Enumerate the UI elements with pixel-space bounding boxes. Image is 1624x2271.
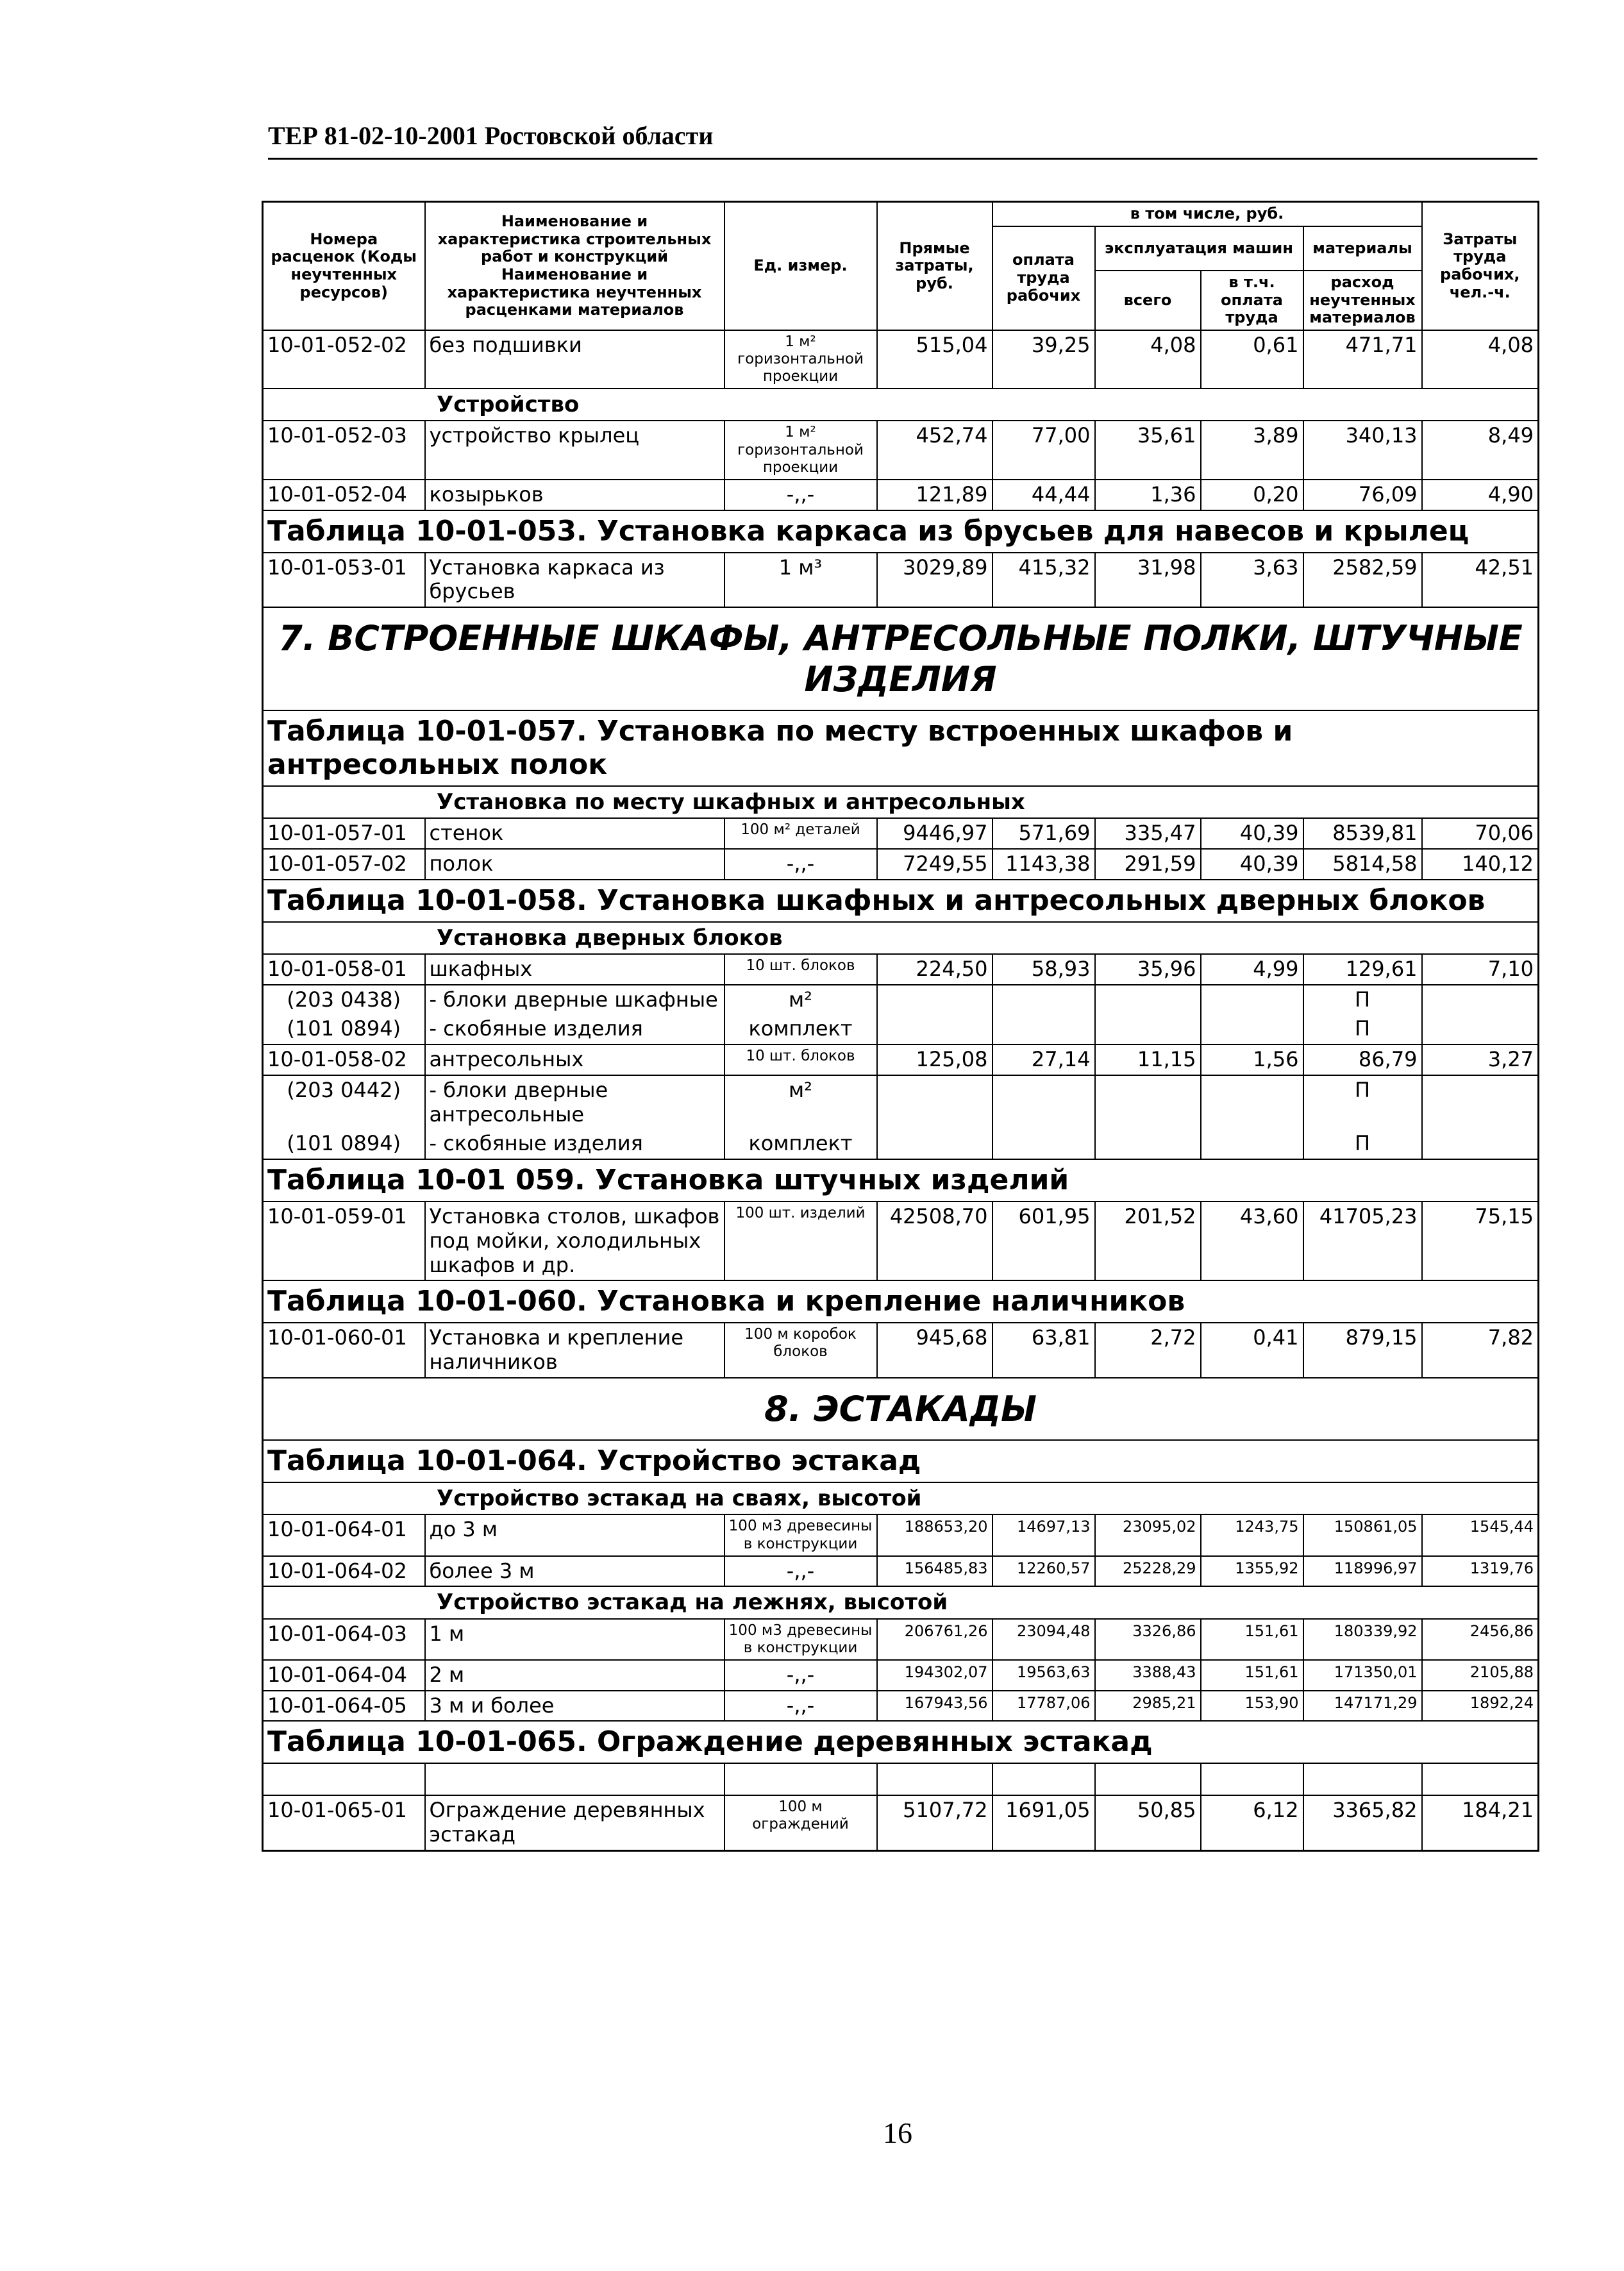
rate-code: 10-01-052-02 [263, 330, 425, 389]
materials: 150861,05 [1303, 1514, 1422, 1555]
table-title-row [263, 510, 1539, 553]
rate-code: 10-01-064-03 [263, 1619, 425, 1660]
labor-costs: 4,08 [1422, 330, 1539, 389]
spacer-row [263, 1763, 1539, 1795]
wages: 27,14 [992, 1044, 1095, 1075]
machines-total: 291,59 [1095, 849, 1201, 880]
table-row [263, 818, 1539, 849]
table-title-row [263, 1280, 1539, 1323]
rate-code: 10-01-057-01 [263, 818, 425, 849]
direct-costs: 194302,07 [877, 1660, 992, 1691]
labor-costs: 140,12 [1422, 849, 1539, 880]
header-materials: материалы [1303, 226, 1422, 271]
header-wages: оплата труда рабочих [992, 226, 1095, 330]
rate-unit: 100 м3 древесины в конструкции [724, 1619, 877, 1660]
direct-costs: 156485,83 [877, 1556, 992, 1587]
wages: 601,95 [992, 1202, 1095, 1280]
empty-cell [992, 1014, 1095, 1044]
rate-code: 10-01-064-01 [263, 1514, 425, 1555]
resource-code: (101 0894) [263, 1014, 425, 1044]
table-title: Таблица 10-01-057. Установка по месту встроенных шкафов и антресольных полок [263, 710, 1539, 786]
header-unit: Ед. измер. [724, 202, 877, 331]
table-row [263, 1619, 1539, 1660]
machines-total: 3388,43 [1095, 1660, 1201, 1691]
empty-cell [877, 1129, 992, 1159]
direct-costs: 42508,70 [877, 1202, 992, 1280]
rate-code: 10-01-060-01 [263, 1323, 425, 1378]
resource-unit: комплект [724, 1014, 877, 1044]
section-heading-row [263, 607, 1539, 710]
materials: 118996,97 [1303, 1556, 1422, 1587]
direct-costs: 224,50 [877, 954, 992, 985]
rate-unit: -,,- [724, 849, 877, 880]
rate-name: 2 м [425, 1660, 724, 1691]
labor-costs: 7,10 [1422, 954, 1539, 985]
empty-cell [992, 1763, 1095, 1795]
empty-cell [1422, 1763, 1539, 1795]
labor-costs: 1545,44 [1422, 1514, 1539, 1555]
materials: 8539,81 [1303, 818, 1422, 849]
empty-cell [1201, 1129, 1303, 1159]
empty-cell [877, 1763, 992, 1795]
empty-cell [1201, 1075, 1303, 1130]
table-title: Таблица 10-01-058. Установка шкафных и антресольных дверных блоков [263, 880, 1539, 922]
table-row [263, 954, 1539, 985]
labor-costs: 42,51 [1422, 553, 1539, 608]
group-heading: Устройство эстакад на сваях, высотой [263, 1482, 1539, 1514]
empty-cell [877, 985, 992, 1015]
resource-code: (203 0442) [263, 1075, 425, 1130]
wages: 77,00 [992, 421, 1095, 479]
rate-code: 10-01-058-01 [263, 954, 425, 985]
table-title: Таблица 10-01 059. Установка штучных изделий [263, 1159, 1539, 1202]
empty-cell [1095, 1075, 1201, 1130]
group-heading-row [263, 389, 1539, 421]
rate-code: 10-01-064-04 [263, 1660, 425, 1691]
wages: 1143,38 [992, 849, 1095, 880]
rate-unit: 1 м³ [724, 553, 877, 608]
wages: 17787,06 [992, 1691, 1095, 1722]
materials: 147171,29 [1303, 1691, 1422, 1722]
table-title-row [263, 1159, 1539, 1202]
resource-code: (101 0894) [263, 1129, 425, 1159]
rate-name: Установка каркаса из брусьев [425, 553, 724, 608]
materials: 76,09 [1303, 480, 1422, 510]
table-title-row [263, 710, 1539, 786]
empty-cell [263, 1763, 425, 1795]
group-heading: Устройство эстакад на лежнях, высотой [263, 1586, 1539, 1618]
header-code: Номера расценок (Коды неучтенных ресурсов) [263, 202, 425, 331]
header-row-1 [263, 202, 1539, 226]
rate-code: 10-01-053-01 [263, 553, 425, 608]
wages: 44,44 [992, 480, 1095, 510]
wages: 19563,63 [992, 1660, 1095, 1691]
rate-name: Ограждение деревянных эстакад [425, 1795, 724, 1850]
table-title: Таблица 10-01-053. Установка каркаса из брусьев для навесов и крылец [263, 510, 1539, 553]
header-labor: Затраты труда рабочих, чел.-ч. [1422, 202, 1539, 331]
direct-costs: 5107,72 [877, 1795, 992, 1850]
machines-total: 35,96 [1095, 954, 1201, 985]
machines-wages: 0,20 [1201, 480, 1303, 510]
section-heading: 7. ВСТРОЕННЫЕ ШКАФЫ, АНТРЕСОЛЬНЫЕ ПОЛКИ, ШТУЧНЫЕ ИЗДЕЛИЯ [263, 607, 1539, 710]
empty-cell [1095, 1014, 1201, 1044]
materials: 41705,23 [1303, 1202, 1422, 1280]
empty-cell [1422, 1075, 1539, 1130]
direct-costs: 125,08 [877, 1044, 992, 1075]
rate-unit: -,,- [724, 480, 877, 510]
machines-total: 50,85 [1095, 1795, 1201, 1850]
table-title: Таблица 10-01-064. Устройство эстакад [263, 1440, 1539, 1482]
empty-cell [1095, 1763, 1201, 1795]
direct-costs: 945,68 [877, 1323, 992, 1378]
table-row [263, 1691, 1539, 1722]
table-row [263, 330, 1539, 389]
header-machines-wages: в т.ч. оплата труда [1201, 271, 1303, 330]
labor-costs: 4,90 [1422, 480, 1539, 510]
wages: 14697,13 [992, 1514, 1095, 1555]
resource-materials-mark: П [1303, 1014, 1422, 1044]
rate-name: стенок [425, 818, 724, 849]
empty-cell [877, 1014, 992, 1044]
empty-cell [1201, 985, 1303, 1015]
empty-cell [992, 1075, 1095, 1130]
machines-total: 3326,86 [1095, 1619, 1201, 1660]
table-row [263, 1044, 1539, 1075]
rate-unit: 10 шт. блоков [724, 954, 877, 985]
materials: 86,79 [1303, 1044, 1422, 1075]
direct-costs: 452,74 [877, 421, 992, 479]
machines-wages: 151,61 [1201, 1619, 1303, 1660]
machines-wages: 3,63 [1201, 553, 1303, 608]
group-heading-row [263, 1586, 1539, 1618]
empty-cell [992, 1129, 1095, 1159]
page-number: 16 [883, 2116, 912, 2149]
rate-unit: 10 шт. блоков [724, 1044, 877, 1075]
header-machines-total: всего [1095, 271, 1201, 330]
rate-name: антресольных [425, 1044, 724, 1075]
table-body [263, 202, 1539, 1851]
table-row [263, 849, 1539, 880]
empty-cell [1422, 1014, 1539, 1044]
rate-code: 10-01-064-05 [263, 1691, 425, 1722]
rate-name: более 3 м [425, 1556, 724, 1587]
rate-code: 10-01-065-01 [263, 1795, 425, 1850]
machines-wages: 40,39 [1201, 818, 1303, 849]
rate-code: 10-01-052-04 [263, 480, 425, 510]
direct-costs: 121,89 [877, 480, 992, 510]
rate-unit: 100 м ограждений [724, 1795, 877, 1850]
resource-name: - блоки дверные антресольные [425, 1075, 724, 1130]
machines-total: 1,36 [1095, 480, 1201, 510]
group-heading-row [263, 786, 1539, 818]
document-header: ТЕР 81-02-10-2001 Ростовской области [268, 121, 1537, 160]
labor-costs: 8,49 [1422, 421, 1539, 479]
wages: 39,25 [992, 330, 1095, 389]
rate-code: 10-01-058-02 [263, 1044, 425, 1075]
direct-costs: 3029,89 [877, 553, 992, 608]
rate-unit: -,,- [724, 1660, 877, 1691]
resource-unit: м² [724, 1075, 877, 1130]
rate-name: без подшивки [425, 330, 724, 389]
materials: 340,13 [1303, 421, 1422, 479]
table-row [263, 1514, 1539, 1555]
rate-name: устройство крылец [425, 421, 724, 479]
materials: 5814,58 [1303, 849, 1422, 880]
wages: 23094,48 [992, 1619, 1095, 1660]
table-row [263, 1556, 1539, 1587]
labor-costs: 1319,76 [1422, 1556, 1539, 1587]
machines-wages: 0,41 [1201, 1323, 1303, 1378]
machines-wages: 151,61 [1201, 1660, 1303, 1691]
resource-code: (203 0438) [263, 985, 425, 1015]
machines-total: 201,52 [1095, 1202, 1201, 1280]
materials: 471,71 [1303, 330, 1422, 389]
rate-unit: 1 м² горизонтальной проекции [724, 421, 877, 479]
machines-wages: 40,39 [1201, 849, 1303, 880]
rate-unit: 100 м² деталей [724, 818, 877, 849]
empty-cell [1095, 1129, 1201, 1159]
rate-name: 3 м и более [425, 1691, 724, 1722]
labor-costs: 3,27 [1422, 1044, 1539, 1075]
table-title-row [263, 1440, 1539, 1482]
header-machines: эксплуатация машин [1095, 226, 1303, 271]
machines-wages: 153,90 [1201, 1691, 1303, 1722]
resource-materials-mark: П [1303, 985, 1422, 1015]
empty-cell [1422, 985, 1539, 1015]
wages: 415,32 [992, 553, 1095, 608]
empty-cell [877, 1075, 992, 1130]
labor-costs: 75,15 [1422, 1202, 1539, 1280]
rate-name: до 3 м [425, 1514, 724, 1555]
group-heading: Установка по месту шкафных и антресольных [263, 786, 1539, 818]
materials: 2582,59 [1303, 553, 1422, 608]
resource-name: - блоки дверные шкафные [425, 985, 724, 1015]
resource-name: - скобяные изделия [425, 1014, 724, 1044]
header-name: Наименование и характеристика строительных работ и конструкций Наименование и характеристика неучтенных расценками материалов [425, 202, 724, 331]
table-row [263, 1660, 1539, 1691]
table-row [263, 1323, 1539, 1378]
resource-unit: м² [724, 985, 877, 1015]
table-row [263, 553, 1539, 608]
wages: 12260,57 [992, 1556, 1095, 1587]
machines-wages: 0,61 [1201, 330, 1303, 389]
rate-name: 1 м [425, 1619, 724, 1660]
empty-cell [1201, 1763, 1303, 1795]
table-row [263, 421, 1539, 479]
machines-total: 31,98 [1095, 553, 1201, 608]
direct-costs: 188653,20 [877, 1514, 992, 1555]
rate-name: Установка столов, шкафов под мойки, холодильных шкафов и др. [425, 1202, 724, 1280]
empty-cell [1095, 985, 1201, 1015]
direct-costs: 515,04 [877, 330, 992, 389]
empty-cell [724, 1763, 877, 1795]
resource-unit: комплект [724, 1129, 877, 1159]
header-materials-spend: расход неучтенных материалов [1303, 271, 1422, 330]
empty-cell [992, 985, 1095, 1015]
machines-wages: 1243,75 [1201, 1514, 1303, 1555]
rate-code: 10-01-064-02 [263, 1556, 425, 1587]
machines-total: 335,47 [1095, 818, 1201, 849]
materials: 879,15 [1303, 1323, 1422, 1378]
resource-materials-mark: П [1303, 1075, 1422, 1130]
machines-total: 11,15 [1095, 1044, 1201, 1075]
header-including: в том числе, руб. [992, 202, 1422, 226]
rate-unit: 100 м3 древесины в конструкции [724, 1514, 877, 1555]
labor-costs: 70,06 [1422, 818, 1539, 849]
group-heading: Установка дверных блоков [263, 922, 1539, 954]
labor-costs: 1892,24 [1422, 1691, 1539, 1722]
machines-total: 2985,21 [1095, 1691, 1201, 1722]
direct-costs: 206761,26 [877, 1619, 992, 1660]
rate-name: козырьков [425, 480, 724, 510]
machines-wages: 4,99 [1201, 954, 1303, 985]
rate-unit: 100 шт. изделий [724, 1202, 877, 1280]
section-heading-row [263, 1378, 1539, 1441]
wages: 571,69 [992, 818, 1095, 849]
table-title-row [263, 880, 1539, 922]
rate-name: полок [425, 849, 724, 880]
table-title-row [263, 1721, 1539, 1763]
direct-costs: 7249,55 [877, 849, 992, 880]
labor-costs: 184,21 [1422, 1795, 1539, 1850]
resource-name: - скобяные изделия [425, 1129, 724, 1159]
labor-costs: 7,82 [1422, 1323, 1539, 1378]
machines-wages: 3,89 [1201, 421, 1303, 479]
rate-name: Установка и крепление наличников [425, 1323, 724, 1378]
materials: 3365,82 [1303, 1795, 1422, 1850]
group-heading: Устройство [263, 389, 1539, 421]
rate-unit: -,,- [724, 1556, 877, 1587]
direct-costs: 167943,56 [877, 1691, 992, 1722]
rate-unit: -,,- [724, 1691, 877, 1722]
rates-table [262, 201, 1539, 1852]
machines-total: 2,72 [1095, 1323, 1201, 1378]
materials: 171350,01 [1303, 1660, 1422, 1691]
table-row [263, 1795, 1539, 1850]
machines-wages: 6,12 [1201, 1795, 1303, 1850]
wages: 58,93 [992, 954, 1095, 985]
resource-row [263, 1075, 1539, 1130]
table-row [263, 1202, 1539, 1280]
resource-materials-mark: П [1303, 1129, 1422, 1159]
machines-total: 4,08 [1095, 330, 1201, 389]
labor-costs: 2105,88 [1422, 1660, 1539, 1691]
direct-costs: 9446,97 [877, 818, 992, 849]
resource-row [263, 1014, 1539, 1044]
materials: 180339,92 [1303, 1619, 1422, 1660]
wages: 1691,05 [992, 1795, 1095, 1850]
empty-cell [1422, 1129, 1539, 1159]
machines-wages: 1355,92 [1201, 1556, 1303, 1587]
table-row [263, 480, 1539, 510]
group-heading-row [263, 1482, 1539, 1514]
empty-cell [1201, 1014, 1303, 1044]
resource-row [263, 985, 1539, 1015]
rate-unit: 1 м² горизонтальной проекции [724, 330, 877, 389]
wages: 63,81 [992, 1323, 1095, 1378]
rate-code: 10-01-052-03 [263, 421, 425, 479]
empty-cell [1303, 1763, 1422, 1795]
machines-total: 35,61 [1095, 421, 1201, 479]
resource-row [263, 1129, 1539, 1159]
header-direct-costs: Прямые затраты, руб. [877, 202, 992, 331]
group-heading-row [263, 922, 1539, 954]
table-title: Таблица 10-01-065. Ограждение деревянных эстакад [263, 1721, 1539, 1763]
labor-costs: 2456,86 [1422, 1619, 1539, 1660]
empty-cell [425, 1763, 724, 1795]
machines-total: 25228,29 [1095, 1556, 1201, 1587]
rate-name: шкафных [425, 954, 724, 985]
machines-wages: 43,60 [1201, 1202, 1303, 1280]
materials: 129,61 [1303, 954, 1422, 985]
machines-wages: 1,56 [1201, 1044, 1303, 1075]
rate-code: 10-01-057-02 [263, 849, 425, 880]
rate-code: 10-01-059-01 [263, 1202, 425, 1280]
rate-unit: 100 м коробок блоков [724, 1323, 877, 1378]
section-heading: 8. ЭСТАКАДЫ [263, 1378, 1539, 1441]
machines-total: 23095,02 [1095, 1514, 1201, 1555]
table-title: Таблица 10-01-060. Установка и крепление наличников [263, 1280, 1539, 1323]
